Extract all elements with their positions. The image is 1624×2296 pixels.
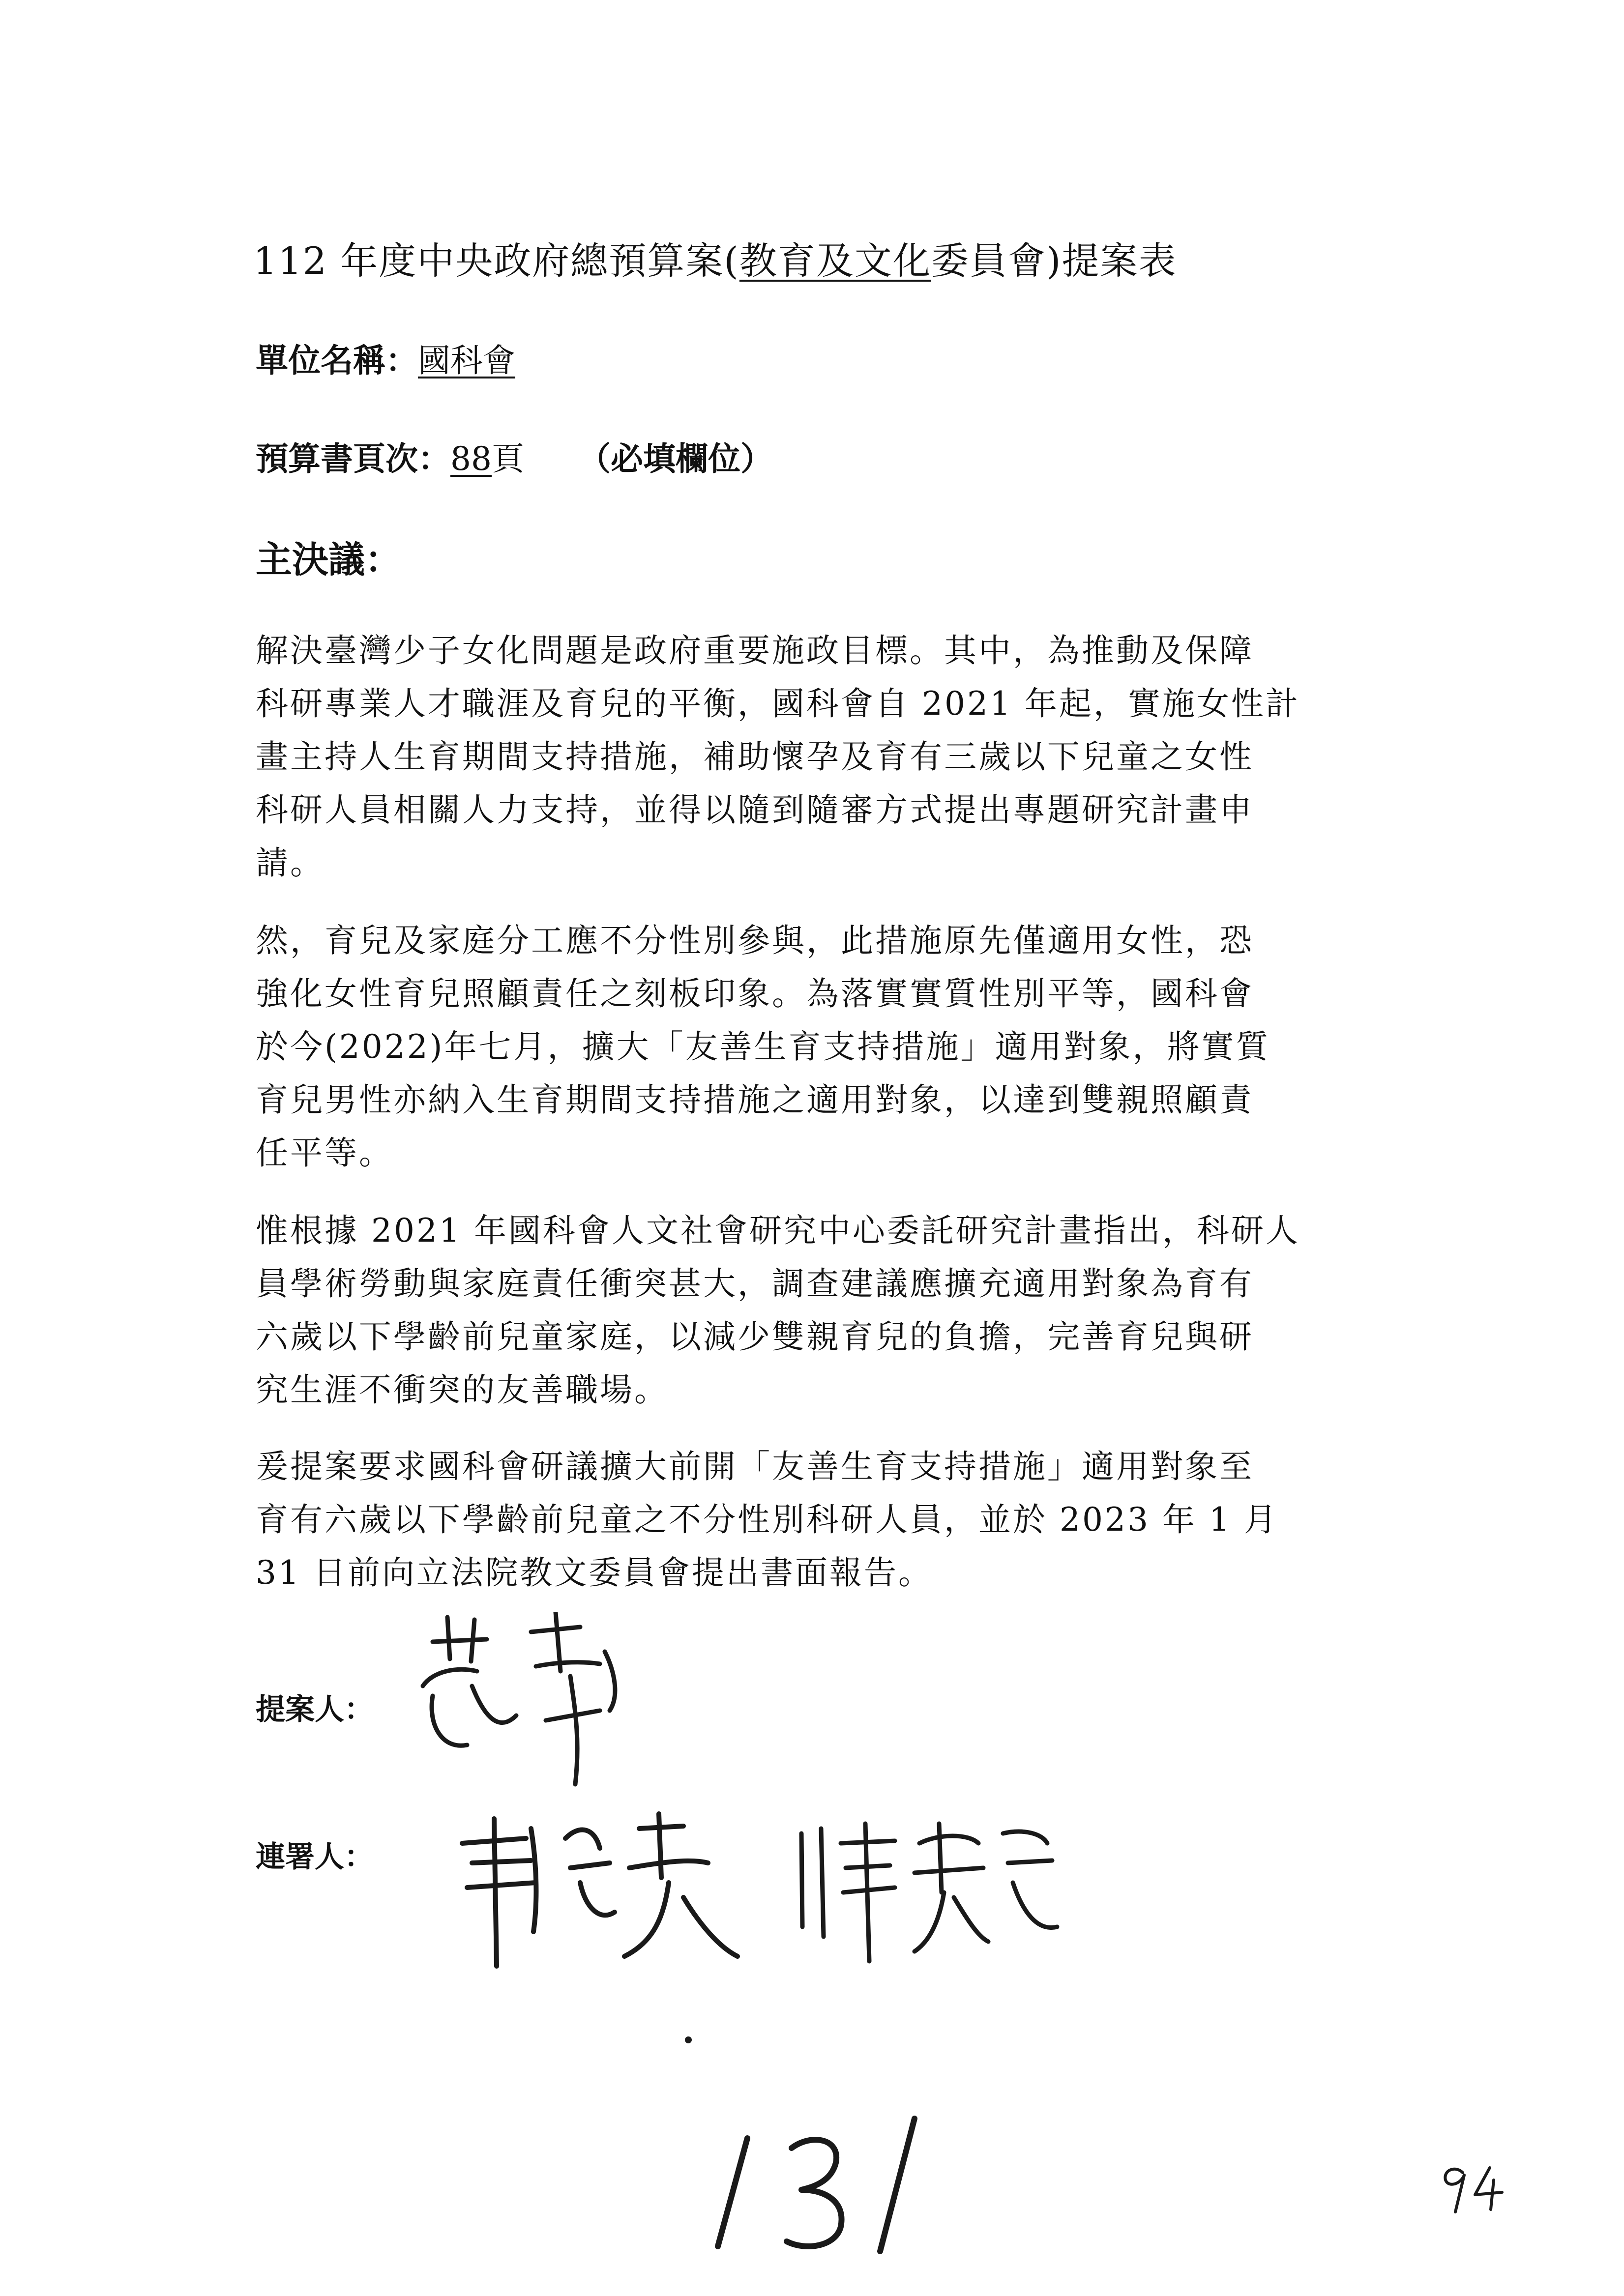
main-resolution-heading: 主決議： xyxy=(256,539,401,581)
paragraph-line: 畫主持人生育期間支持措施，補助懷孕及育有三歲以下兒童之女性 xyxy=(256,738,1254,776)
cosigner-signature-1 xyxy=(452,1809,747,1976)
paragraph-line: 科研人員相關人力支持，並得以隨到隨審方式提出專題研究計畫申 xyxy=(256,791,1254,829)
paragraph-2 xyxy=(256,914,1362,1180)
budget-page-label: 預算書頁次： xyxy=(256,440,450,478)
ink-dot xyxy=(683,2035,693,2045)
proposer-label: 提案人： xyxy=(256,1692,374,1727)
paragraph-line: 31 日前向立法院教文委員會提出書面報告。 xyxy=(256,1554,933,1592)
paragraph-line: 究生涯不衝突的友善職場。 xyxy=(256,1371,669,1409)
title-suffix: 委員會)提案表 xyxy=(931,239,1177,283)
title-prefix: 112 年度中央政府總預算案( xyxy=(253,239,739,283)
paragraph-line: 惟根據 2021 年國科會人文社會研究中心委託研究計畫指出，科研人 xyxy=(256,1212,1300,1250)
paragraph-line: 員學術勞動與家庭責任衝突甚大，調查建議應擴充適用對象為育有 xyxy=(256,1265,1254,1303)
cosigners-label: 連署人： xyxy=(256,1840,374,1874)
paragraph-line: 育兒男性亦納入生育期間支持措施之適用對象，以達到雙親照顧責 xyxy=(256,1081,1254,1119)
paragraph-line: 爰提案要求國科會研議擴大前開「友善生育支持措施」適用對象至 xyxy=(256,1448,1254,1485)
paragraph-line: 科研專業人才職涯及育兒的平衡，國科會自 2021 年起，實施女性計 xyxy=(256,685,1300,723)
handwritten-page-number xyxy=(698,2109,954,2256)
paragraph-line: 任平等。 xyxy=(256,1134,393,1172)
paragraph-4 xyxy=(256,1440,1362,1599)
paragraph-3 xyxy=(256,1204,1362,1417)
cosigner-signature-2 xyxy=(792,1814,1067,1971)
unit-value: 國科會 xyxy=(418,342,515,379)
budget-page-note: （必填欄位） xyxy=(578,440,773,478)
budget-page-field xyxy=(256,433,773,479)
budget-page-value: 88 xyxy=(450,440,492,478)
paragraph-line: 請。 xyxy=(256,844,325,882)
unit-label: 單位名稱： xyxy=(256,342,418,379)
proposer-signature xyxy=(413,1612,639,1799)
paragraph-line: 解決臺灣少子女化問題是政府重要施政目標。其中，為推動及保障 xyxy=(256,632,1254,669)
form-title xyxy=(253,231,1177,285)
paragraph-line: 強化女性育兒照顧責任之刻板印象。為落實實質性別平等，國科會 xyxy=(256,975,1254,1013)
paragraph-line: 育有六歲以下學齡前兒童之不分性別科研人員，並於 2023 年 1 月 xyxy=(256,1501,1278,1539)
paragraph-line: 六歲以下學齡前兒童家庭，以減少雙親育兒的負擔，完善育兒與研 xyxy=(256,1318,1254,1356)
title-committee: 教育及文化 xyxy=(739,239,931,283)
unit-field xyxy=(256,334,515,381)
paragraph-1 xyxy=(256,624,1362,890)
handwritten-corner-number xyxy=(1436,2158,1509,2217)
paragraph-line: 於今(2022)年七月，擴大「友善生育支持措施」適用對象，將實質 xyxy=(256,1028,1270,1066)
budget-page-unit: 頁 xyxy=(491,440,524,478)
paragraph-line: 然，育兒及家庭分工應不分性別參與，此措施原先僅適用女性，恐 xyxy=(256,922,1254,959)
